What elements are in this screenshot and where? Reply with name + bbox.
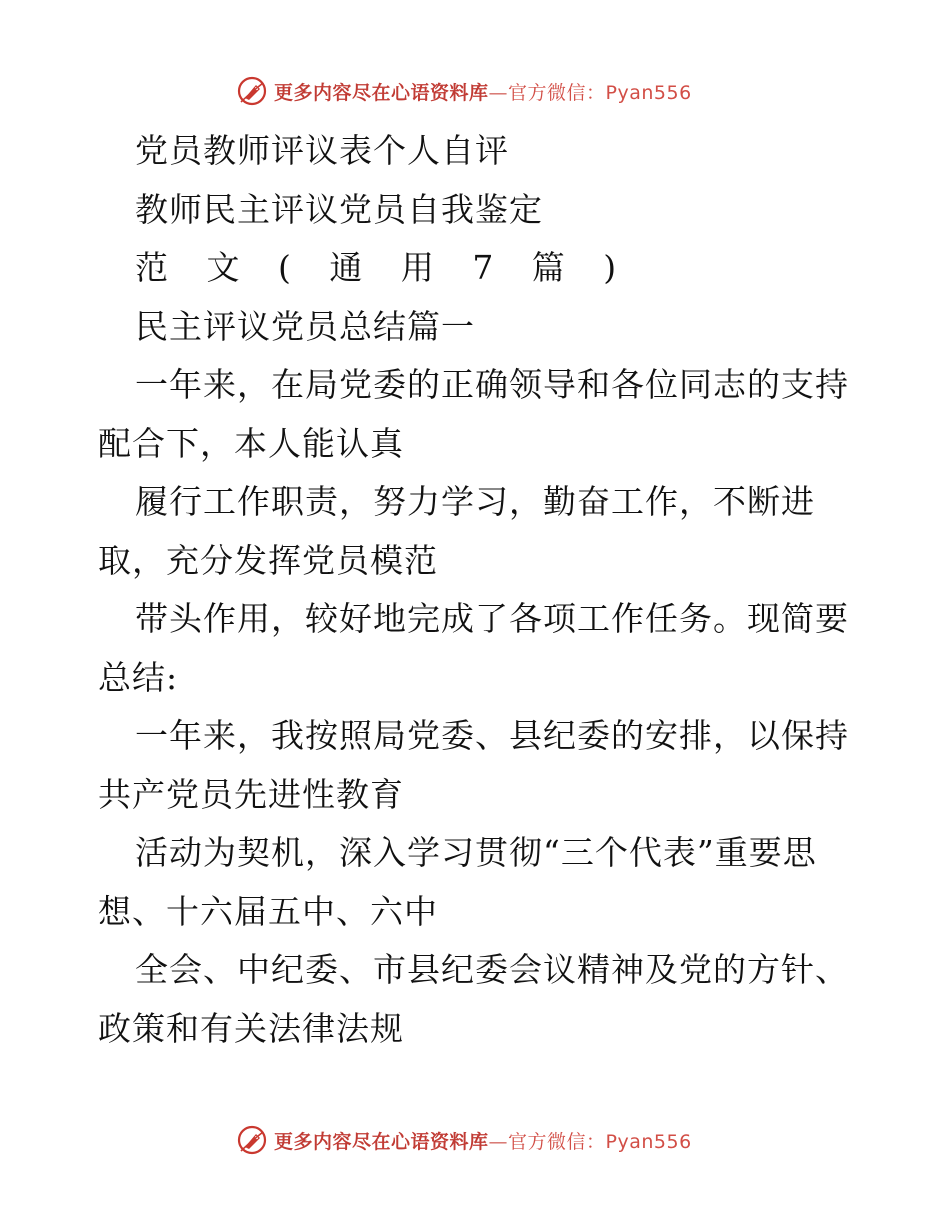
paragraph-line: 带头作用，较好地完成了各项工作任务。现简要 (135, 599, 849, 638)
paragraph-line: 一年来，在局党委的正确领导和各位同志的支持 (135, 365, 849, 404)
paragraph-line: 想、十六届五中、六中 (98, 891, 438, 931)
doc-title-line-1: 党员教师评议表个人自评 (135, 131, 509, 170)
banner-lead: 更多内容尽在心语资料库 (274, 81, 489, 104)
paragraph-line: 全会、中纪委、市县纪委会议精神及党的方针、 (135, 950, 849, 989)
paragraph-line: 共产党员先进性教育 (98, 774, 404, 814)
paragraph-line: 政策和有关法律法规 (98, 1008, 404, 1048)
doc-title-line-3: 范 文 ( 通 用 7 篇 ) (135, 248, 631, 287)
paragraph-line: 总结: (98, 657, 179, 697)
paragraph-line: 履行工作职责，努力学习，勤奋工作，不断进 (135, 482, 815, 521)
section-heading: 民主评议党员总结篇一 (135, 306, 475, 346)
paragraph-line: 配合下，本人能认真 (98, 423, 404, 463)
document-body (98, 122, 858, 1058)
pen-nib-circle-icon (236, 75, 268, 107)
banner-dash: — (488, 1130, 509, 1153)
paragraph-line: 活动为契机，深入学习贯彻“三个代表”重要思 (135, 833, 817, 872)
header-banner (236, 74, 692, 108)
doc-title-line-2: 教师民主评议党员自我鉴定 (135, 189, 543, 229)
header-banner-text (274, 78, 692, 105)
banner-lead: 更多内容尽在心语资料库 (274, 1130, 489, 1153)
footer-banner (236, 1123, 692, 1157)
pen-nib-circle-icon (236, 1124, 268, 1156)
banner-wechat: 官方微信：Pyan556 (508, 81, 692, 104)
footer-banner-text (274, 1127, 692, 1154)
paragraph-line: 一年来，我按照局党委、县纪委的安排，以保持 (135, 716, 849, 755)
banner-wechat: 官方微信：Pyan556 (508, 1130, 692, 1153)
paragraph-line: 取，充分发挥党员模范 (98, 540, 438, 580)
banner-dash: — (488, 81, 509, 104)
